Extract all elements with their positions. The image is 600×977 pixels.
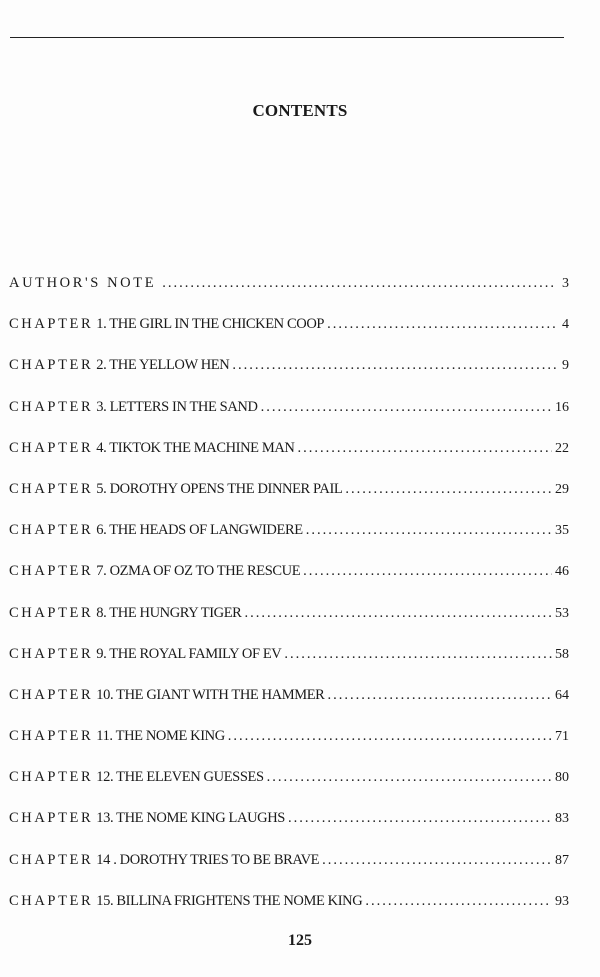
toc-entry-title: 7. OZMA OF OZ TO THE RESCUE: [96, 563, 301, 580]
toc-entry-prefix: CHAPTER: [9, 892, 94, 909]
toc-entry: [9, 440, 569, 481]
toc-entry-prefix: CHAPTER: [9, 316, 94, 333]
toc-entry-page: 3: [562, 276, 569, 291]
toc-entry: [9, 687, 569, 728]
toc-entry-prefix: CHAPTER: [9, 480, 94, 497]
dot-leader: [261, 399, 552, 416]
dot-leader: [288, 810, 552, 827]
toc-entry: [9, 852, 569, 893]
toc-entry-page: 80: [555, 770, 569, 786]
toc-entry-prefix: CHAPTER: [9, 563, 94, 580]
dot-leader: [322, 852, 552, 869]
toc-entry: [9, 316, 569, 357]
toc-entry-title: 14 . DOROTHY TRIES TO BE BRAVE: [96, 851, 320, 868]
toc-entry: [9, 563, 569, 604]
toc-entry-prefix: AUTHOR'S NOTE: [9, 275, 157, 291]
dot-leader: [327, 687, 552, 704]
toc-entry-page: 53: [555, 605, 569, 621]
toc-entry-prefix: CHAPTER: [9, 604, 94, 621]
toc-entry-page: 35: [555, 523, 569, 539]
toc-entry-prefix: CHAPTER: [9, 686, 94, 703]
toc-entry-prefix: CHAPTER: [9, 851, 94, 868]
toc-entry-prefix: CHAPTER: [9, 728, 94, 745]
dot-leader: [232, 357, 556, 374]
toc-entry-title: 11. THE NOME KING: [96, 728, 225, 745]
toc-entry-title: 4. TIKTOK THE MACHINE MAN: [96, 439, 295, 456]
toc-entry-title: 3. LETTERS IN THE SAND: [96, 398, 258, 415]
dot-leader: [162, 275, 556, 292]
toc-entry-prefix: CHAPTER: [9, 810, 94, 827]
toc-entry: [9, 728, 569, 769]
page-number: 125: [288, 932, 312, 949]
toc-entry-prefix: CHAPTER: [9, 398, 94, 415]
toc-entry-page: 83: [555, 811, 569, 827]
toc-entry-title: 5. DOROTHY OPENS THE DINNER PAIL: [96, 480, 343, 497]
toc-entry-page: 46: [555, 564, 569, 580]
toc-entry-page: 87: [555, 852, 569, 868]
toc-entry: [9, 605, 569, 646]
toc-entry-title: 1. THE GIRL IN THE CHICKEN COOP: [96, 316, 325, 333]
toc-entry-page: 29: [555, 481, 569, 497]
toc-entry-title: 10. THE GIANT WITH THE HAMMER: [96, 686, 325, 703]
top-rule: [10, 37, 564, 38]
toc-entry-title: 2. THE YELLOW HEN: [96, 357, 230, 374]
toc-entry-prefix: CHAPTER: [9, 357, 94, 374]
toc-entry-title: 8. THE HUNGRY TIGER: [96, 604, 242, 621]
dot-leader: [298, 440, 553, 457]
toc-entry-title: 6. THE HEADS OF LANGWIDERE: [96, 522, 303, 539]
dot-leader: [303, 563, 552, 580]
dot-leader: [228, 728, 552, 745]
toc-entry-page: 22: [555, 440, 569, 456]
toc-entry: [9, 357, 569, 398]
page-title: CONTENTS: [252, 101, 348, 121]
toc-entry-page: 16: [555, 399, 569, 415]
toc-entry-page: 9: [562, 358, 569, 374]
toc-entry-page: 71: [555, 729, 569, 745]
dot-leader: [365, 893, 552, 910]
table-of-contents: [9, 275, 569, 934]
toc-entry-title: 12. THE ELEVEN GUESSES: [96, 769, 264, 786]
toc-entry: [9, 275, 569, 316]
toc-entry-page: 93: [555, 893, 569, 909]
toc-entry-title: 13. THE NOME KING LAUGHS: [96, 810, 285, 827]
dot-leader: [284, 646, 552, 663]
dot-leader: [327, 316, 556, 333]
toc-entry-prefix: CHAPTER: [9, 439, 94, 456]
toc-entry-page: 4: [562, 317, 569, 333]
dot-leader: [306, 522, 552, 539]
toc-entry: [9, 399, 569, 440]
toc-entry: [9, 810, 569, 851]
toc-entry-title: 15. BILLINA FRIGHTENS THE NOME KING: [96, 892, 363, 909]
dot-leader: [244, 605, 552, 622]
toc-entry-prefix: CHAPTER: [9, 522, 94, 539]
dot-leader: [345, 481, 552, 498]
toc-entry-prefix: CHAPTER: [9, 645, 94, 662]
toc-entry: [9, 893, 569, 934]
toc-entry-page: 58: [555, 646, 569, 662]
toc-entry-title: 9. THE ROYAL FAMILY OF EV: [96, 645, 282, 662]
toc-entry: [9, 522, 569, 563]
toc-entry-page: 64: [555, 687, 569, 703]
toc-entry: [9, 646, 569, 687]
toc-entry: [9, 769, 569, 810]
dot-leader: [267, 769, 552, 786]
toc-entry: [9, 481, 569, 522]
toc-entry-prefix: CHAPTER: [9, 769, 94, 786]
